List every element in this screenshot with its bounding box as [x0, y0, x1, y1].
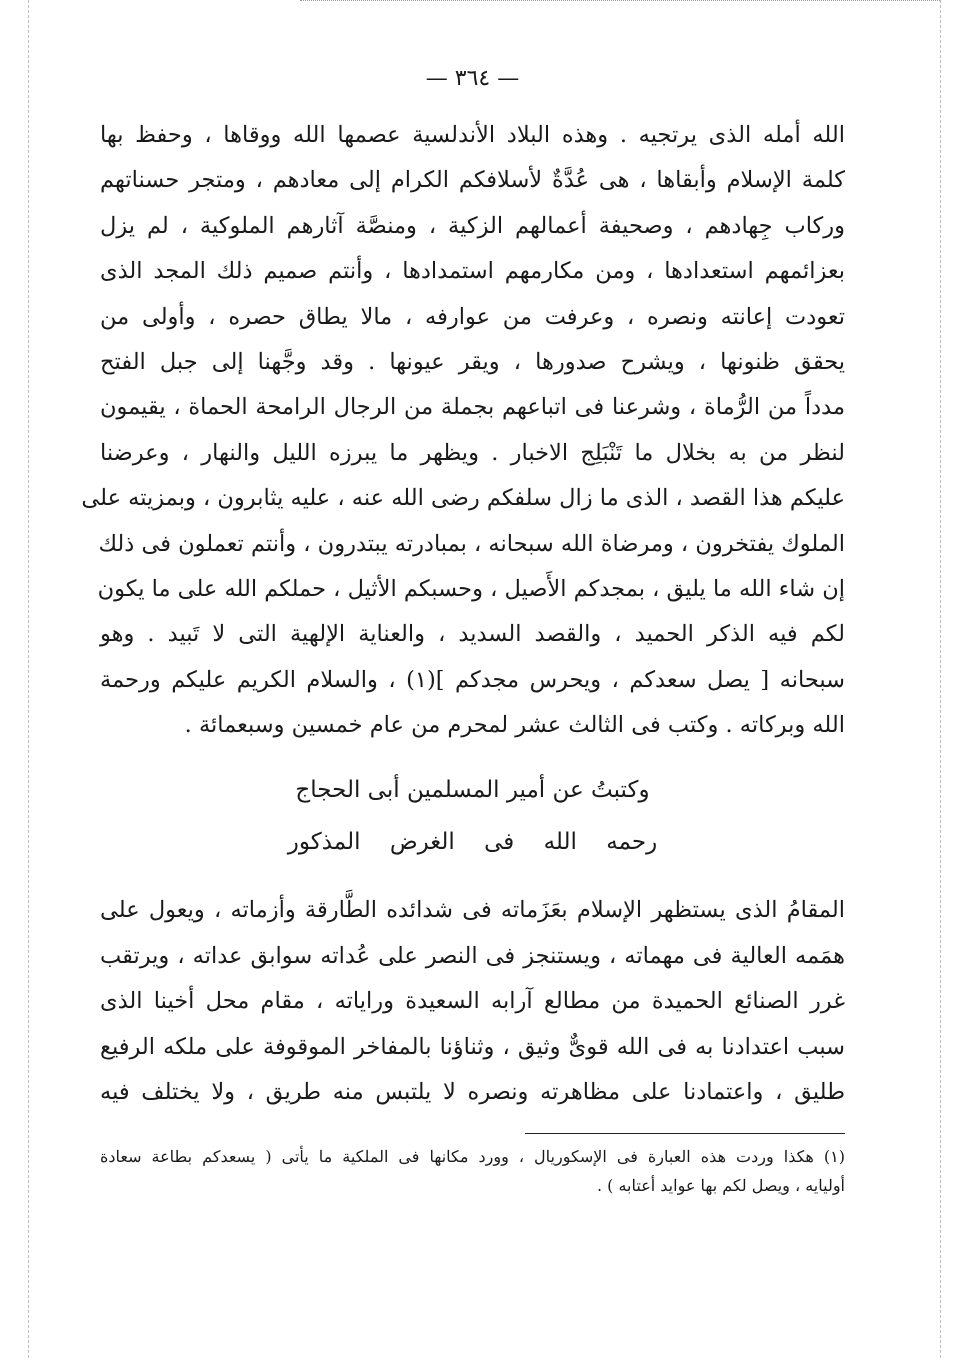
text-line: همَمه العالية فى مهماته ، ويستنجز فى النصر على عُداته سوابق عداته ، ويرتقب	[100, 942, 845, 969]
section-heading-line-2: رحمه الله فى الغرض المذكور	[287, 829, 658, 856]
book-page	[81, 66, 846, 1200]
scan-top-edge	[300, 0, 940, 15]
text-line: سبحانه [ يصل سعدكم ، ويحرس مجدكم ](١) ، والسلام الكريم عليكم ورحمة	[100, 666, 845, 693]
text-line: لنظر من به بخلال ما تَنْبَلِج الاخبار . ويظهر ما يبرزه الليل والنهار ، وعرضنا	[100, 439, 845, 466]
text-line: المقامُ الذى يستظهر الإسلام بعَزَماته فى شدائده الطَّارقة وأزماته ، ويعول على	[100, 897, 845, 924]
text-line: مدداً من الرُّماة ، وشرعنا فى اتباعهم بجملة من الرجال الرامحة الحماة ، يقيمون	[100, 394, 845, 421]
text-line: طليق ، واعتمادنا على مظاهرته ونصره لا يلتبس منه طريق ، ولا يختلف فيه	[100, 1079, 845, 1106]
footnote-separator	[525, 1133, 845, 1134]
section-heading-line-1: وكتبتُ عن أمير المسلمين أبى الحجاج	[295, 777, 650, 804]
text-line: وركاب جِهادهم ، وصحيفة أعمالهم الزكية ، ومنصَّة آثارهم الملوكية ، لم يزل	[100, 212, 845, 239]
text-line: سبب اعتدادنا به فى الله قوىٌّ وثيق ، وثناؤنا بالمفاخر الموقوفة على ملكه الرفيع	[100, 1033, 846, 1060]
text-line: بعزائمهم استعدادها ، ومن مكارمهم استمدادها ، وأنتم صميم ذلك المجد الذى	[100, 258, 845, 285]
text-line: لكم فيه الذكر الحميد ، والقصد السديد ، والعناية الإلهية التى لا تَبيد . وهو	[100, 621, 845, 648]
scan-edge-left	[28, 0, 29, 1358]
page-number: — ٣٦٤ —	[425, 66, 520, 91]
text-line: كلمة الإسلام وأبقاها ، هى عُدَّةٌ لأسلافكم الكرام إلى معادهم ، ومتجر حسناتهم	[100, 167, 845, 194]
text-line: غرر الصنائع الحميدة من مطالع آرابه السعيدة وراياته ، مقام محل أخينا الذى	[100, 988, 845, 1015]
text-line: تعودت إعانته ونصره ، وعرفت من عوارفه ، مالا يطاق حصره ، وأولى من	[100, 303, 845, 330]
scan-edge-right	[940, 0, 941, 1358]
paragraph-letter-ending	[81, 113, 845, 748]
text-line: يحقق ظنونها ، ويشرح صدورها ، ويقر عيونها . وقد وجَّهنا إلى جبل الفتح	[100, 348, 845, 375]
text-line: الله وبركاته . وكتب فى الثالث عشر لمحرم من عام خمسين وسبعمائة .	[184, 712, 845, 739]
paragraph-new-letter	[100, 888, 845, 1115]
text-line: الملوك يفتخرون ، ومرضاة الله سبحانه ، بمبادرته يبتدرون ، وأنتم تعملون فى ذلك	[98, 530, 845, 557]
footnote	[100, 1142, 845, 1200]
footnote-line: أوليايه ، ويصل لكم بها عوايد أعتابه ) .	[596, 1176, 845, 1196]
text-line: إن شاء الله ما يليق ، بمجدكم الأَصيل ، وحسبكم الأثيل ، حملكم الله على ما يكون	[97, 575, 845, 602]
text-line: الله أمله الذى يرتجيه . وهذه البلاد الأندلسية عصمها الله ووقاها ، وحفظ بها	[100, 122, 845, 148]
text-line: عليكم هذا القصد ، الذى ما زال سلفكم رضى الله عنه ، عليه يثابرون ، وبمزيته على	[81, 485, 845, 512]
footnote-line: (١) هكذا وردت هذه العبارة فى الإسكوريال ، وورد مكانها فى الملكية ما يأتى ( يسعدكم بطاعة سعادة	[100, 1147, 845, 1167]
